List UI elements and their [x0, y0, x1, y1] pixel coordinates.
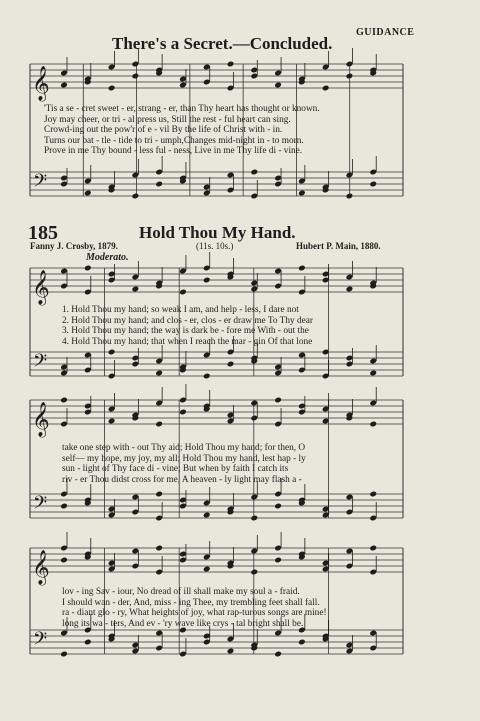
clef: 𝄢	[33, 629, 48, 654]
lyric-line: take one step with - out Thy aid; Hold Thou my hand; for then, O	[62, 443, 306, 453]
note-head	[346, 193, 354, 200]
meter: (11s. 10s.)	[196, 241, 234, 251]
lyric-line: ra - diant glo - ry, What heights of joy, what rap-turous songs are mine!	[62, 608, 327, 619]
note-head	[108, 418, 116, 425]
note-head	[108, 85, 116, 92]
clef: 𝄢	[33, 351, 48, 376]
note-head	[155, 370, 163, 377]
note-head	[84, 190, 92, 197]
hymn-title: Hold Thou My Hand.	[139, 223, 296, 242]
note-head	[369, 370, 377, 377]
lyric-line: Prove in me Thy bound - less ful - ness, Live in me Thy life di - vine.	[44, 146, 303, 157]
note-head	[298, 639, 306, 646]
note-head	[346, 286, 354, 293]
note-head	[155, 545, 163, 552]
note-head	[108, 349, 116, 356]
lyric-line: self— my hope, my joy, my all; Hold Thou my hand, lest hap - ly	[62, 453, 306, 464]
lyric-line: sun - light of Thy face di - vine; But when by faith I catch its	[62, 464, 289, 475]
note-head	[369, 181, 377, 188]
note-head	[298, 265, 306, 272]
clef: 𝄞	[32, 270, 50, 305]
note-head	[132, 73, 140, 80]
note-head	[274, 557, 282, 564]
lyric-line: Joy may cheer, or tri - al press us, Still the rest - ful heart can sing.	[44, 114, 291, 125]
note-head	[155, 491, 163, 498]
clef: 𝄞	[32, 402, 50, 437]
note-head	[227, 361, 235, 368]
note-head	[369, 421, 377, 428]
note-head	[60, 397, 68, 404]
tempo-marking: Moderato.	[86, 252, 129, 263]
note-head	[322, 85, 330, 92]
note-head	[155, 181, 163, 188]
note-head	[298, 190, 306, 197]
note-head	[274, 82, 282, 89]
note-head	[60, 503, 68, 510]
note-head	[203, 373, 211, 380]
note-head	[84, 265, 92, 272]
note-head	[179, 289, 187, 296]
note-head	[84, 639, 92, 646]
note-head	[250, 569, 258, 576]
note-head	[155, 421, 163, 428]
note-head	[274, 503, 282, 510]
note-head	[250, 169, 258, 176]
lyric-line: Turns our bat - tle - tide to tri - umph,Changes mid-night in - to morn.	[44, 135, 304, 146]
note-head	[227, 648, 235, 655]
note-head	[60, 82, 68, 89]
lyric-line: riv - er Thou didst cross for me, A heaven - ly light may flash a -	[62, 474, 302, 485]
note-head	[274, 651, 282, 658]
note-head	[132, 193, 140, 200]
note-head	[60, 557, 68, 564]
lyric-line: 'Tis a se - cret sweet - er, strang - er, than Thy heart has thought or known.	[44, 104, 320, 114]
lyric-line: long its wa - ters, And ev - 'ry wave like crys - tal bright shall be.	[62, 618, 304, 629]
clef: 𝄞	[32, 550, 50, 585]
lyric-line: lov - ing Sav - iour, No dread of ill shall make my soul a - fraid.	[62, 587, 300, 597]
lyrics-system-1	[62, 305, 313, 347]
note-head	[346, 73, 354, 80]
hymn-number: 185	[28, 222, 58, 244]
note-head	[203, 277, 211, 284]
lyric-line: Crowd-ing out the pow'r of e - vil By the life of Christ with - in.	[44, 125, 283, 136]
note-head	[203, 512, 211, 519]
lyric-line: 4. Hold Thou my hand; that when I reach the mar - gin Of that lone	[62, 336, 313, 347]
note-head	[179, 409, 187, 416]
note-head	[274, 397, 282, 404]
note-head	[60, 651, 68, 658]
lyrics-system-3	[62, 587, 327, 629]
note-head	[227, 61, 235, 68]
lyrics-system-2	[62, 443, 306, 485]
lyric-line: 3. Hold Thou my hand; the way is dark be - fore me With - out the	[62, 326, 309, 337]
words-credit: Fanny J. Crosby, 1879.	[30, 241, 118, 251]
lyric-line: 1. Hold Thou my hand; so weak I am, and help - less, I dare not	[62, 305, 299, 315]
lyrics-concluded	[44, 104, 320, 157]
note-head	[250, 515, 258, 522]
note-head	[369, 491, 377, 498]
clef: 𝄞	[32, 66, 50, 101]
lyric-line: I should wan - der, And, miss - ing Thee, my trembling feet shall fall.	[62, 597, 320, 608]
music-credit: Hubert P. Main, 1880.	[296, 241, 381, 251]
lyric-line: 2. Hold Thou my hand; and clos - er, clos - er draw me To Thy dear	[62, 315, 313, 326]
note-head	[203, 566, 211, 573]
clef: 𝄢	[33, 493, 48, 518]
note-head	[369, 545, 377, 552]
note-head	[132, 286, 140, 293]
continued-hymn-title: There's a Secret.—Concluded.	[112, 34, 333, 53]
clef: 𝄢	[33, 171, 48, 196]
section-tag: GUIDANCE	[356, 27, 415, 38]
